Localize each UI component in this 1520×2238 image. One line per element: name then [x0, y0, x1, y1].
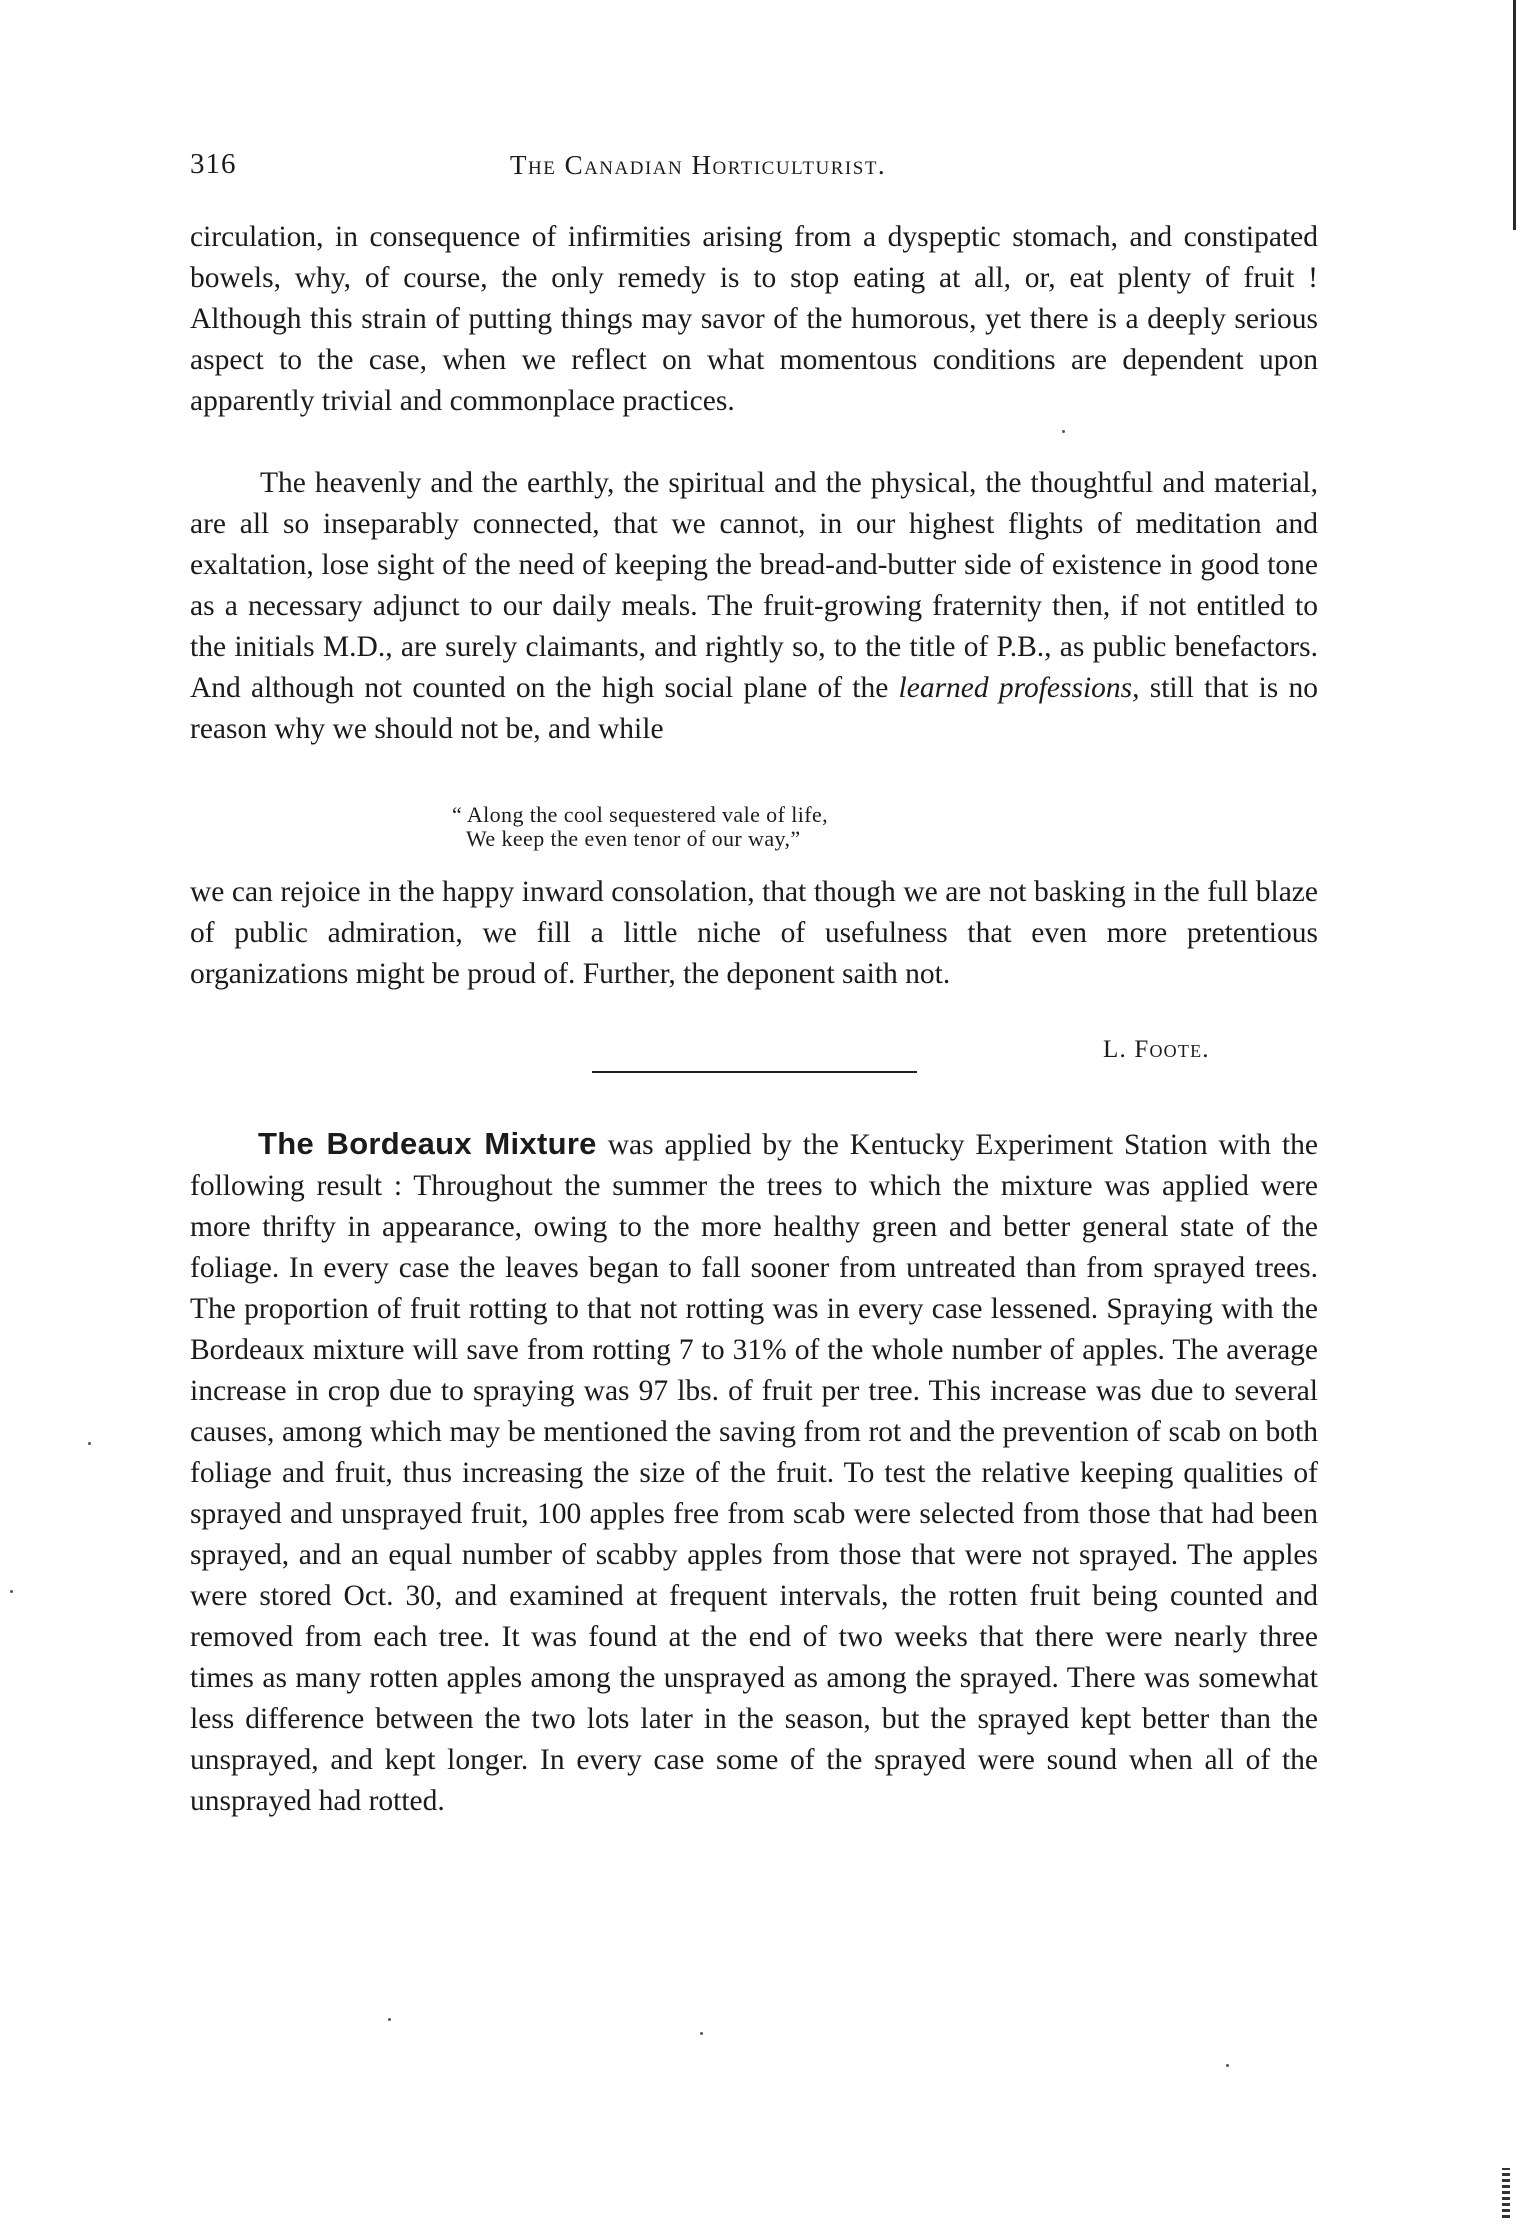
- page-number: 316: [190, 148, 237, 180]
- italic-phrase: learned professions,: [898, 672, 1140, 704]
- article-paragraph-3: we can rejoice in the happy inward consolation, that though we are not basking in the full blaze of public admiration, we fill a little niche of usefulness that even more pretentious organizations might be proud of. Further, the deponent saith not.: [190, 876, 1318, 990]
- article-paragraph-2: [190, 463, 1318, 750]
- paragraph-2-text: The heavenly and the earthly, the spiritual and the physical, the thoughtful and material, are all so inseparably connected, that we cannot, in our highest flights of meditation and exaltation, lose sight of the need of keeping the bread-and-butter side of existence in good tone as a necessary adjunct to our daily meals. The fruit-growing fraternity then, if not entitled to the initials M.D., are surely claimants, and rightly so, to the title of P.B., as public benefactors. And although not counted on the high social plane of the: [190, 467, 1318, 704]
- paper-speck: [388, 2018, 391, 2021]
- running-title: The Canadian Horticulturist.: [510, 150, 887, 180]
- verse-quotation: [452, 803, 972, 851]
- paper-speck: [1062, 430, 1065, 433]
- bordeaux-paragraph: [190, 1123, 1318, 1822]
- paragraph-2-tail: still that is no reason why we should not be, and while: [190, 672, 1318, 745]
- quote-line-1: “ Along the cool sequestered vale of life,: [452, 802, 829, 827]
- page-header: [190, 148, 1320, 188]
- paper-speck: [10, 1590, 13, 1593]
- paper-speck: [700, 2032, 703, 2035]
- author-signature: L. Foote.: [1103, 1036, 1210, 1063]
- bordeaux-body: was applied by the Kentucky Experiment Station with the following result : Throughout the summer the trees to which the mixture was applied were more thrifty in appearance, owing to the more healthy green and better general state of the foliage. In every case the leaves began to fall sooner from untreated than from sprayed trees. The proportion of fruit rotting to that not rotting was in every case lessened. Spraying with the Bordeaux mixture will save from rotting 7 to 31% of the whole number of apples. The average increase in crop due to spraying was 97 lbs. of fruit per tree. This increase was due to several causes, among which may be mentioned the saving from rot and the prevention of scab on both foliage and fruit, thus increasing the size of the fruit. To test the relative keeping qualities of sprayed and unsprayed fruit, 100 apples free from scab were selected from those that had been sprayed, and an equal number of scabby apples from those that were not sprayed. The apples were stored Oct. 30, and examined at frequent intervals, the rotten fruit being counted and removed from each tree. It was found at the end of two weeks that there were nearly three times as many rotten apples among the unsprayed as among the sprayed. There was somewhat less difference between the two lots later in the season, but the sprayed kept better than the unsprayed, and kept longer. In every case some of the sprayed were sound when all of the unsprayed had rotted.: [190, 1129, 1318, 1817]
- article-paragraph-1: circulation, in consequence of infirmities arising from a dyspeptic stomach, and constipated bowels, why, of course, the only remedy is to stop eating at all, or, eat plenty of fruit ! Although this strain of putting things may savor of the humorous, yet there is a deeply serious aspect to the case, when we reflect on what momentous conditions are dependent upon apparently trivial and commonplace practices.: [190, 221, 1318, 417]
- bordeaux-heading: The Bordeaux Mixture: [258, 1126, 597, 1161]
- quote-line-2: We keep the even tenor of our way,”: [466, 826, 801, 851]
- section-divider: [592, 1071, 917, 1073]
- paper-speck: [88, 1442, 91, 1445]
- page-edge-mark: [1502, 2168, 1510, 2218]
- page-edge-shadow: [1513, 0, 1516, 230]
- paper-speck: [1226, 2064, 1229, 2067]
